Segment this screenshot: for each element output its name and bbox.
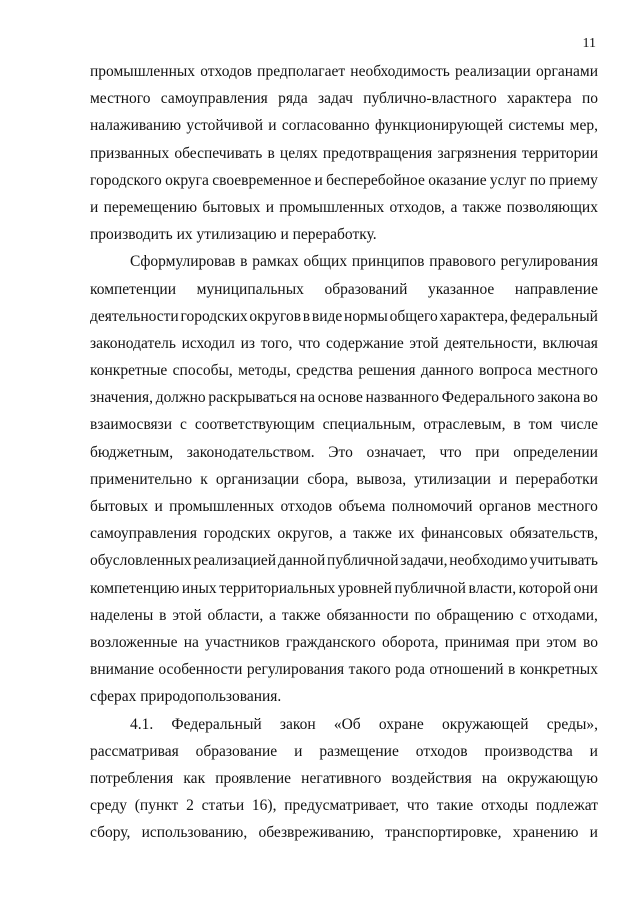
word: публично-властного: [363, 90, 497, 108]
word: местного: [537, 362, 598, 380]
word: среды»,: [546, 715, 598, 733]
word: публичной: [327, 552, 399, 570]
word: загрязнения: [437, 144, 517, 162]
word: взаимосвязи: [90, 416, 173, 434]
word: возложенные: [90, 633, 178, 651]
word: конкретные: [90, 362, 168, 380]
word: законодатель: [90, 334, 176, 352]
word: согласованно: [281, 117, 370, 135]
word: бытовых: [90, 498, 149, 515]
word: задач: [318, 90, 353, 108]
word: налаживанию: [90, 117, 182, 135]
word: статьи: [201, 797, 245, 815]
word: устойчивой: [186, 117, 263, 135]
word: Федерального: [441, 389, 535, 407]
word: и: [589, 824, 598, 842]
word: органов: [478, 498, 532, 515]
text-line: [90, 276, 598, 303]
word: по: [414, 606, 431, 624]
word: Это: [328, 443, 353, 461]
text-line: [90, 819, 598, 846]
word: общего: [389, 307, 438, 325]
word: при: [515, 633, 540, 651]
word: обезвреживанию,: [258, 824, 375, 842]
word: а: [450, 198, 458, 216]
text-line: [90, 765, 598, 792]
word: и: [294, 742, 303, 760]
word: компетенции: [90, 280, 177, 298]
word: также: [462, 198, 502, 216]
word: по: [581, 90, 598, 108]
word: призванных: [90, 144, 170, 162]
word: целях: [279, 144, 318, 162]
word: конкретных: [519, 661, 598, 679]
text-line: [90, 85, 598, 112]
word: виде: [311, 307, 343, 325]
word: федеральный: [509, 307, 598, 325]
word: негативного: [301, 769, 382, 787]
word: закон: [279, 715, 316, 733]
word: приему: [549, 171, 598, 189]
word: основе: [317, 389, 363, 407]
word: гражданского: [285, 633, 376, 651]
text-line: [90, 792, 598, 819]
word: бюджетным,: [90, 443, 174, 461]
word: обеспечивать: [174, 144, 263, 162]
word: этой: [172, 606, 202, 624]
word: включая: [542, 334, 598, 352]
word: местного: [90, 90, 151, 108]
word: компетенцию: [90, 579, 180, 597]
word: учитывать: [529, 552, 598, 570]
word: полномочий: [391, 498, 473, 515]
word: числе: [560, 416, 598, 434]
word: специальным,: [322, 416, 416, 434]
word: городского: [90, 171, 162, 189]
word: объема: [338, 498, 386, 515]
text-line: [90, 656, 598, 683]
word: функционирующей: [374, 117, 504, 135]
text-line: [90, 493, 598, 520]
line-text: сферах природопользования.: [90, 688, 282, 706]
word: системы: [508, 117, 565, 135]
word: рассматривая: [90, 742, 179, 760]
word: и: [265, 198, 274, 216]
word: должно: [155, 389, 206, 407]
text-line: [90, 629, 598, 656]
word: иных: [181, 579, 217, 597]
word: вывоза,: [356, 470, 407, 488]
text-line: [90, 602, 598, 629]
word: отходов: [415, 742, 468, 760]
word: 2: [186, 797, 194, 815]
word: транспортировке,: [385, 824, 502, 842]
word: и: [154, 498, 163, 515]
word: переработки: [515, 470, 598, 488]
word: своевременное: [212, 171, 312, 189]
word: уровней: [337, 579, 392, 597]
word: этом: [546, 633, 577, 651]
word: самоуправления: [90, 525, 198, 543]
word: бесперебойное: [326, 171, 425, 189]
text-line: [90, 140, 598, 167]
word: их: [398, 525, 415, 543]
word: что: [298, 334, 321, 352]
word: охране: [378, 715, 424, 733]
text-line: [90, 167, 598, 194]
word: территориальных: [219, 579, 336, 597]
word: на: [299, 389, 315, 407]
word: законодательством.: [186, 443, 315, 461]
word: оказание: [428, 171, 487, 189]
word: использованию,: [141, 824, 248, 842]
word: потребления: [90, 769, 174, 787]
text-line: [90, 575, 598, 602]
word: рамках: [252, 253, 299, 271]
word: такого: [348, 661, 391, 679]
word: и: [90, 198, 99, 216]
word: образование: [195, 742, 278, 760]
word: перемещению: [103, 198, 198, 216]
text-line: [90, 194, 598, 221]
word: Сформулировав: [130, 253, 236, 271]
word: услуг: [489, 171, 527, 189]
text-line: [90, 58, 598, 85]
word: с: [180, 416, 187, 434]
word: из: [240, 334, 255, 352]
word: бытовых: [202, 198, 261, 216]
text-line: [90, 411, 598, 438]
text-line: [90, 248, 598, 275]
word: того,: [260, 334, 293, 352]
text-line: [90, 547, 598, 574]
word: городских: [180, 307, 248, 325]
word: образований: [324, 280, 408, 298]
word: применительно: [90, 470, 193, 488]
word: и: [499, 470, 508, 488]
word: которой: [518, 579, 572, 597]
text-line: [90, 384, 598, 411]
word: нормы: [344, 307, 388, 325]
word: направление: [514, 280, 598, 298]
word: обязанности: [326, 606, 409, 624]
word: и: [314, 171, 323, 189]
word: средства: [296, 362, 354, 380]
word: задачи,: [400, 552, 448, 570]
word: округов: [249, 307, 302, 325]
word: правового: [429, 253, 496, 271]
word: общих: [303, 253, 348, 271]
word: методы,: [238, 362, 291, 380]
word: предотвращения: [322, 144, 433, 162]
word: означает,: [366, 443, 426, 461]
word: по: [529, 171, 546, 189]
word: финансовых: [421, 525, 504, 543]
word: самоуправления: [160, 90, 268, 108]
word: оборота,: [382, 633, 439, 651]
word: такие: [436, 797, 474, 815]
word: городских: [203, 525, 271, 543]
word: размещение: [319, 742, 399, 760]
word: они: [573, 579, 598, 597]
word: а: [269, 606, 277, 624]
word: реализации: [455, 63, 531, 80]
word: внимание: [90, 661, 154, 679]
text-line: [90, 357, 598, 384]
word: принципов: [351, 253, 425, 271]
word: промышленных: [169, 498, 275, 515]
word: 4.1.: [130, 715, 154, 733]
word: в: [267, 144, 275, 162]
word: предусматривает,: [284, 797, 400, 815]
line-text: производить их утилизацию и переработку.: [90, 226, 377, 244]
word: на: [183, 633, 199, 651]
word: сбору,: [90, 824, 131, 842]
word: области,: [207, 606, 264, 624]
word: на: [481, 769, 497, 787]
word: характера: [507, 90, 572, 108]
word: реализацией: [193, 552, 277, 570]
word: отходами,: [532, 606, 598, 624]
word: предполагает: [257, 63, 346, 80]
word: отношений: [429, 661, 504, 679]
word: наделены: [90, 606, 154, 624]
text-line: [90, 711, 598, 738]
word: данной: [277, 552, 326, 570]
word: отраслевым,: [423, 416, 506, 434]
text-line: [90, 330, 598, 357]
word: власти,: [468, 579, 517, 597]
word: названного: [365, 389, 439, 407]
text-line: [90, 683, 598, 710]
word: также: [281, 606, 321, 624]
word: что: [439, 443, 462, 461]
word: ряда: [278, 90, 308, 108]
word: отходы: [481, 797, 529, 815]
text-line: [90, 303, 598, 330]
word: указанное: [427, 280, 495, 298]
word: характера,: [439, 307, 509, 325]
word: том: [528, 416, 553, 434]
word: органами: [535, 63, 598, 80]
word: обращению: [436, 606, 514, 624]
document-body: [90, 58, 598, 846]
word: округа: [165, 171, 209, 189]
word: содержание: [325, 334, 404, 352]
text-line: [90, 112, 598, 139]
text-line: [90, 520, 598, 547]
word: позволяющих: [506, 198, 598, 216]
word: во: [582, 389, 598, 407]
word: что: [406, 797, 429, 815]
word: обязательств,: [509, 525, 598, 543]
word: Федеральный: [171, 715, 262, 733]
word: также: [353, 525, 392, 543]
word: подлежат: [535, 797, 598, 815]
word: и: [268, 117, 277, 135]
word: а: [339, 525, 347, 543]
word: мер,: [569, 117, 598, 135]
word: необходимо: [449, 552, 528, 570]
word: раскрываться: [208, 389, 298, 407]
word: значения,: [90, 389, 153, 407]
word: способы,: [172, 362, 233, 380]
word: «Об: [333, 715, 361, 733]
text-line: [90, 439, 598, 466]
word: территории: [521, 144, 598, 162]
page-number: 11: [582, 36, 596, 51]
word: регулирования: [500, 253, 598, 271]
word: данного: [420, 362, 474, 380]
word: сбора,: [307, 470, 349, 488]
word: отходов: [200, 63, 252, 80]
text-line: [90, 738, 598, 765]
word: рода: [395, 661, 425, 679]
word: и: [589, 742, 598, 760]
word: производства: [484, 742, 573, 760]
word: необходимость: [350, 63, 450, 80]
word: деятельности: [90, 307, 179, 325]
word: деятельности,: [444, 334, 537, 352]
text-line: [90, 466, 598, 493]
word: решения: [358, 362, 416, 380]
word: закона: [537, 389, 581, 407]
word: регулирования: [246, 661, 345, 679]
word: округов,: [277, 525, 333, 543]
word: определении: [513, 443, 598, 461]
word: особенности: [158, 661, 243, 679]
word: местного: [537, 498, 598, 515]
word: при: [475, 443, 500, 461]
word: окружающей: [441, 715, 529, 733]
word: промышленных: [279, 198, 385, 216]
word: утилизации: [414, 470, 491, 488]
word: обусловленных: [90, 552, 192, 570]
word: отходов,: [389, 198, 446, 216]
word: соответствующим: [194, 416, 315, 434]
word: окружающую: [507, 769, 598, 787]
word: во: [583, 633, 598, 651]
word: хранению: [512, 824, 579, 842]
word: исходил: [181, 334, 235, 352]
word: организации: [215, 470, 300, 488]
text-line: [90, 221, 598, 248]
word: в: [159, 606, 167, 624]
word: среду: [90, 797, 127, 815]
word: принимая: [444, 633, 510, 651]
word: воздействия: [391, 769, 472, 787]
word: (пункт: [134, 797, 179, 815]
word: 16),: [251, 797, 277, 815]
word: проявление: [215, 769, 292, 787]
word: в: [507, 661, 516, 679]
word: публичной: [394, 579, 466, 597]
word: как: [183, 769, 206, 787]
word: этой: [409, 334, 439, 352]
word: отходов: [280, 498, 333, 515]
word: участников: [205, 633, 280, 651]
word: в: [302, 307, 311, 325]
word: в: [513, 416, 521, 434]
word: вопроса: [479, 362, 533, 380]
word: к: [200, 470, 208, 488]
word: в: [240, 253, 248, 271]
word: муниципальных: [196, 280, 304, 298]
word: с: [519, 606, 527, 624]
word: промышленных: [90, 63, 196, 80]
